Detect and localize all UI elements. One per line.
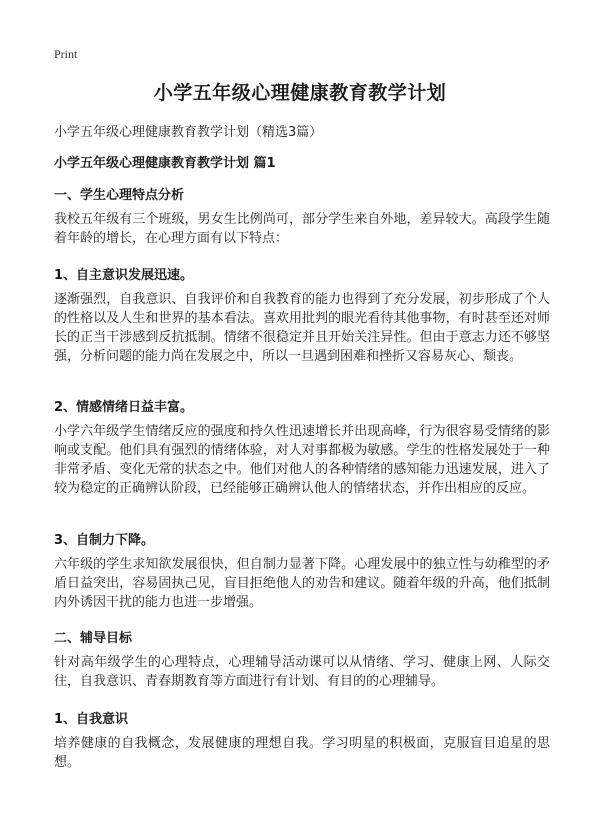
section-paragraph: 针对高年级学生的心理特点，心理辅导活动课可以从情绪、学习、健康上网、人际交往，自我意识、青春期教育等方面进行有计划、有目的的心理辅导。	[54, 655, 550, 689]
document-subtitle: 小学五年级心理健康教育教学计划（精选3篇）	[54, 125, 323, 140]
document-title: 小学五年级心理健康教育教学计划	[153, 82, 447, 104]
section-heading: 一、学生心理特点分析	[54, 188, 185, 203]
section-paragraph: 小学六年级学生情绪反应的强度和持久性迅速增长并出现高峰，行为很容易受情绪的影响或支配。他们具有强烈的情绪体验，对人对事都极为敏感。学生的性格发展处于一种非常矛盾、变化无常的状态之中。他们对他人的各种情绪的感知能力迅速发展，进入了较为稳定的正确辨认阶段，已经能够正确辨认他人的情绪状态，并作出相应的反应。	[54, 424, 550, 496]
section-heading: 二、辅导目标	[54, 631, 133, 646]
print-label[interactable]: Print	[54, 47, 78, 61]
section-paragraph: 我校五年级有三个班级，男女生比例尚可，部分学生来自外地，差异较大。高段学生随着年龄的增长，在心理方面有以下特点：	[54, 212, 550, 246]
section-paragraph: 培养健康的自我概念，发展健康的理想自我。学习明星的积极面，克服盲目追星的思想。	[54, 736, 550, 770]
section-paragraph: 逐渐强烈，自我意识、自我评价和自我教育的能力也得到了充分发展，初步形成了个人的性格以及人生和世界的基本看法。喜欢用批判的眼光看待其他事物，有时甚至还对师长的正当干涉感到反抗抵制。情绪不很稳定并且开始关注异性。但由于意志力还不够坚强，分析问题的能力尚在发展之中，所以一旦遇到困难和挫折又容易灰心、颓丧。	[54, 292, 550, 364]
article-heading: 小学五年级心理健康教育教学计划 篇1	[54, 156, 276, 171]
section-heading: 1、自我意识	[54, 712, 129, 727]
section-heading: 1、自主意识发展迅速。	[54, 268, 194, 283]
section-heading: 3、自制力下降。	[54, 533, 155, 548]
section-paragraph: 六年级的学生求知欲发展很快，但自制力显著下降。心理发展中的独立性与幼稚型的矛盾日益突出，容易固执己见，盲目拒绝他人的劝告和建议。随着年级的升高，他们抵制内外诱因干扰的能力也进一步增强。	[54, 557, 550, 610]
section-heading: 2、情感情绪日益丰富。	[54, 400, 194, 415]
